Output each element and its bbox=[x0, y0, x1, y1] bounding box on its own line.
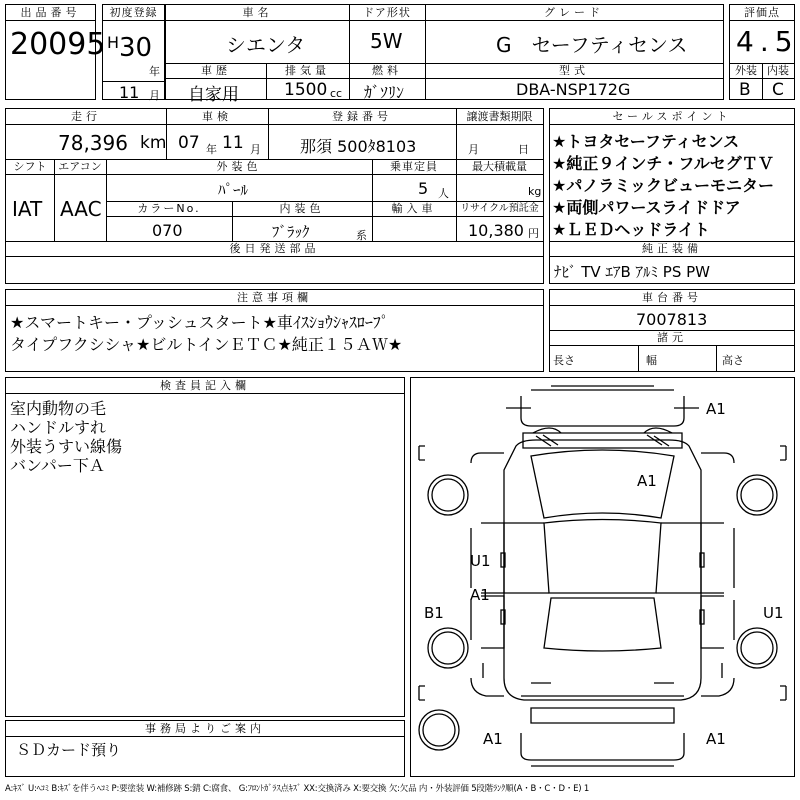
transfer-label: 譲渡書類期限 bbox=[456, 109, 543, 125]
shift-value: IAT bbox=[12, 197, 43, 221]
color-no-label: カラーNo. bbox=[106, 201, 232, 217]
capacity-label: 乗車定員 bbox=[372, 159, 456, 175]
inspection-year: 07 bbox=[178, 133, 200, 153]
car-diagram bbox=[411, 378, 794, 776]
inspection-label: 車検 bbox=[166, 109, 268, 125]
damage-mark-rear-right: A1 bbox=[706, 730, 726, 748]
import-label: 輸入車 bbox=[372, 201, 456, 217]
legend-text: A:ｷｽﾞ U:ﾍｺﾐ B:ｷｽﾞを伴うﾍｺﾐ P:要塗装 W:補修跡 S:錆 C:腐食、 G:ﾌﾛﾝﾄｶﾞﾗｽ点ｷｽﾞ XX:交換済み X:要交換 欠:欠品 内・外装評価 5段階ﾗﾝｸ順(A・B・C・D・E) 1 bbox=[5, 784, 590, 794]
reg-no-value: 那須 500ﾀ8103 bbox=[300, 137, 417, 156]
first-registration-box bbox=[102, 4, 165, 100]
model-name-value: シエンタ bbox=[226, 33, 306, 57]
inspection-month-unit: 月 bbox=[250, 143, 261, 156]
ext-color-label: 外装色 bbox=[106, 159, 372, 175]
grade-label: グレード bbox=[425, 5, 723, 21]
sales-points-label: セールスポイント bbox=[550, 109, 794, 125]
first-registration-label: 初度登録 bbox=[103, 5, 164, 21]
standard-equip-value: ﾅﾋﾞ TV ｴｱB ｱﾙﾐ PS PW bbox=[554, 263, 710, 281]
chassis-label: 車台番号 bbox=[550, 290, 794, 306]
score-box bbox=[729, 4, 799, 100]
model-name-label: 車名 bbox=[166, 5, 349, 21]
capacity-value: 5 bbox=[418, 179, 429, 198]
int-color-label: 内装色 bbox=[232, 201, 372, 217]
recycle-label: リサイクル預託金 bbox=[456, 201, 543, 217]
height-label: 高さ bbox=[722, 354, 744, 367]
notes-line-1: ★スマートキー・プッシュスタート★車ｲｽｼｮｳｼｬｽﾛｰﾌﾟ bbox=[10, 313, 389, 332]
damage-mark-front-bumper: A1 bbox=[706, 400, 726, 418]
sales-point-4: ★両側パワースライドドア bbox=[552, 198, 741, 217]
yen-unit: 円 bbox=[528, 227, 539, 240]
width-label: 幅 bbox=[646, 354, 657, 367]
displacement-label: 排気量 bbox=[266, 63, 349, 79]
aircon-label: エアコン bbox=[54, 159, 106, 175]
inspector-note-4: バンパー下Ａ bbox=[10, 456, 105, 475]
interior-label: 内装 bbox=[762, 63, 794, 79]
sys-unit: 系 bbox=[356, 229, 367, 242]
damage-mark-left-rear-door: A1 bbox=[470, 586, 490, 604]
car-diagram-box bbox=[410, 377, 795, 777]
sales-point-2: ★純正９インチ・フルセグＴＶ bbox=[552, 154, 774, 173]
aircon-value: AAC bbox=[60, 197, 102, 221]
chassis-value: 7007813 bbox=[636, 310, 708, 329]
door-value: 5W bbox=[370, 29, 403, 53]
inspector-note-3: 外装うすい線傷 bbox=[10, 437, 123, 456]
grade-value: G セーフティセンス bbox=[496, 33, 688, 57]
mileage-value: 78,396 bbox=[58, 131, 128, 155]
office-box bbox=[5, 720, 405, 777]
shift-label: シフト bbox=[6, 159, 54, 175]
month-unit: 月 bbox=[149, 89, 160, 102]
transfer-month: 月 bbox=[468, 143, 479, 156]
details-box bbox=[5, 108, 544, 284]
exterior-grade: B bbox=[739, 80, 751, 100]
damage-mark-left-quarter: B1 bbox=[424, 604, 444, 622]
length-label: 長さ bbox=[553, 354, 575, 367]
vehicle-info-box bbox=[165, 4, 724, 105]
inspector-label: 検査員記入欄 bbox=[6, 378, 404, 394]
notes-line-2: タイプフクシシャ★ビルトインＥＴＣ★純正１５ＡＷ★ bbox=[10, 335, 403, 354]
fuel-label: 燃料 bbox=[349, 63, 425, 79]
recycle-value: 10,380 bbox=[468, 221, 524, 240]
lot-number-label: 出品番号 bbox=[6, 5, 95, 21]
lot-number-value: 20095 bbox=[10, 27, 106, 62]
reg-no-label: 登録番号 bbox=[268, 109, 456, 125]
cc-unit: cc bbox=[330, 87, 343, 100]
notes-box bbox=[5, 289, 544, 372]
kg-unit: kg bbox=[528, 185, 542, 198]
max-load-label: 最大積載量 bbox=[456, 159, 543, 175]
interior-grade: C bbox=[772, 80, 784, 100]
sales-point-3: ★パノラミックビューモニター bbox=[552, 176, 775, 195]
inspector-box bbox=[5, 377, 405, 717]
history-value: 自家用 bbox=[188, 85, 239, 105]
month-value: 11 bbox=[119, 83, 140, 102]
office-note: ＳＤカード預り bbox=[16, 741, 122, 759]
door-label: ドア形状 bbox=[349, 5, 425, 21]
inspector-note-1: 室内動物の毛 bbox=[10, 399, 107, 418]
people-unit: 人 bbox=[438, 187, 449, 200]
inspection-year-unit: 年 bbox=[206, 143, 217, 156]
displacement-value: 1500 bbox=[284, 80, 328, 100]
era-value: H bbox=[107, 33, 120, 52]
km-unit: km bbox=[140, 133, 167, 153]
damage-mark-left-front-door: U1 bbox=[470, 552, 491, 570]
notes-label: 注意事項欄 bbox=[6, 290, 543, 306]
office-label: 事務局よりご案内 bbox=[6, 721, 404, 737]
ext-color-value: ﾊﾟｰﾙ bbox=[218, 181, 249, 199]
score-value: 4.5 bbox=[736, 25, 799, 58]
damage-mark-right-quarter: U1 bbox=[763, 604, 784, 622]
year-value: 30 bbox=[119, 33, 153, 63]
transfer-day: 日 bbox=[518, 143, 529, 156]
inspector-note-2: ハンドルすれ bbox=[10, 418, 107, 437]
inspection-month: 11 bbox=[222, 133, 244, 153]
lot-number-box bbox=[5, 4, 106, 100]
history-label: 車歴 bbox=[166, 63, 266, 79]
score-label: 評価点 bbox=[730, 5, 794, 21]
int-color-value: ﾌﾞﾗｯｸ bbox=[272, 223, 310, 241]
color-no-value: 070 bbox=[152, 221, 183, 240]
type-code-value: DBA-NSP172G bbox=[516, 80, 631, 99]
later-parts-label: 後日発送部品 bbox=[6, 241, 543, 257]
chassis-box bbox=[549, 289, 795, 372]
fuel-value: ｶﾞｿﾘﾝ bbox=[364, 83, 405, 102]
standard-equip-label: 純正装備 bbox=[550, 241, 794, 257]
type-code-label: 型式 bbox=[425, 63, 723, 79]
sales-point-5: ★ＬＥＤヘッドライト bbox=[552, 220, 710, 239]
damage-mark-rear-left: A1 bbox=[483, 730, 503, 748]
damage-mark-windshield: A1 bbox=[637, 472, 657, 490]
exterior-label: 外装 bbox=[730, 63, 762, 79]
year-unit: 年 bbox=[149, 65, 160, 78]
sales-point-1: ★トヨタセーフティセンス bbox=[552, 132, 740, 151]
mileage-label: 走行 bbox=[6, 109, 166, 125]
sales-points-box bbox=[549, 108, 795, 284]
dimensions-label: 諸元 bbox=[550, 330, 794, 346]
